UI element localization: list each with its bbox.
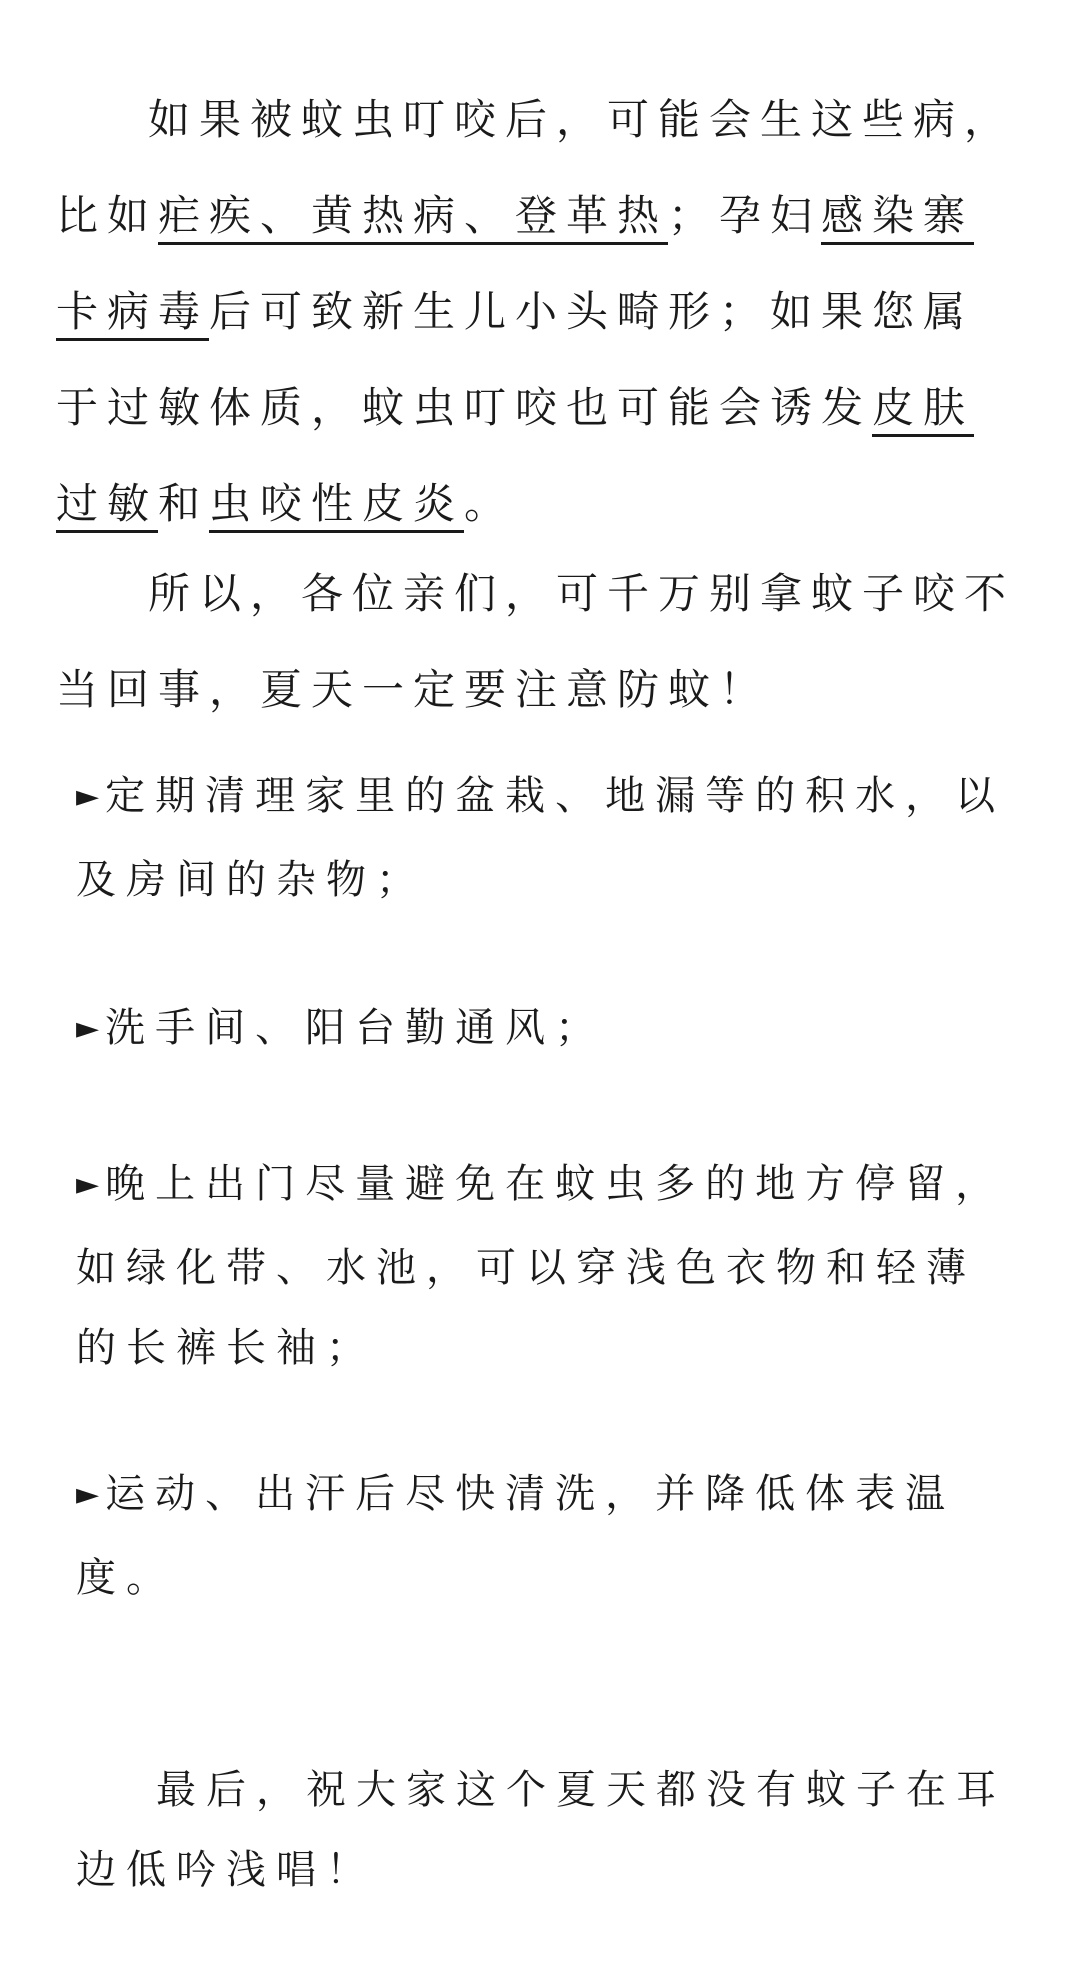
para1-text-4: 和 bbox=[158, 479, 210, 528]
tip-item bbox=[76, 1454, 1010, 1618]
triangle-bullet-icon: ► bbox=[76, 1167, 106, 1202]
triangle-bullet-icon: ► bbox=[76, 779, 106, 814]
para1-text-2: ；孕妇 bbox=[668, 191, 822, 240]
tip-text: 运动、出汗后尽快清洗，并降低体表温度。 bbox=[76, 1471, 956, 1601]
tip-text: 洗手间、阳台勤通风； bbox=[105, 1005, 606, 1051]
tip-text: 定期清理家里的盆栽、地漏等的积水，以及房间的杂物； bbox=[76, 773, 1006, 903]
paragraph-warning bbox=[56, 546, 1024, 738]
triangle-bullet-icon: ► bbox=[76, 1011, 106, 1046]
para1-text-5: 。 bbox=[464, 479, 516, 528]
insect-bite-dermatitis-link: 虫咬性皮炎 bbox=[209, 479, 464, 533]
zika-infection-link: 感染寨卡病毒 bbox=[56, 191, 974, 341]
tip-item bbox=[76, 988, 1010, 1072]
tip-text: 晚上出门尽量避免在蚊虫多的地方停留，如绿化带、水池，可以穿浅色衣物和轻薄的长裤长袖； bbox=[76, 1161, 1006, 1371]
para1-text-1: 如果被蚊虫叮咬后，可能会生这些病，比如 bbox=[56, 95, 1016, 240]
para1-text-3: 后可致新生儿小头畸形；如果您属于过敏体质，蚊虫叮咬也可能会诱发 bbox=[56, 287, 975, 432]
skin-allergy-link: 皮肤过敏 bbox=[56, 383, 974, 533]
warning-text: 所以，各位亲们，可千万别拿蚊子咬不当回事，夏天一定要注意防蚊！ bbox=[56, 569, 1016, 714]
triangle-bullet-icon: ► bbox=[76, 1477, 106, 1512]
paragraph-diseases bbox=[56, 72, 1024, 552]
closing-paragraph bbox=[76, 1750, 1010, 1910]
tip-item bbox=[76, 756, 1010, 920]
tip-item bbox=[76, 1144, 1010, 1388]
disease-list-link: 疟疾、黄热病、登革热 bbox=[158, 191, 668, 245]
closing-text: 最后，祝大家这个夏天都没有蚊子在耳边低吟浅唱！ bbox=[76, 1767, 1006, 1893]
